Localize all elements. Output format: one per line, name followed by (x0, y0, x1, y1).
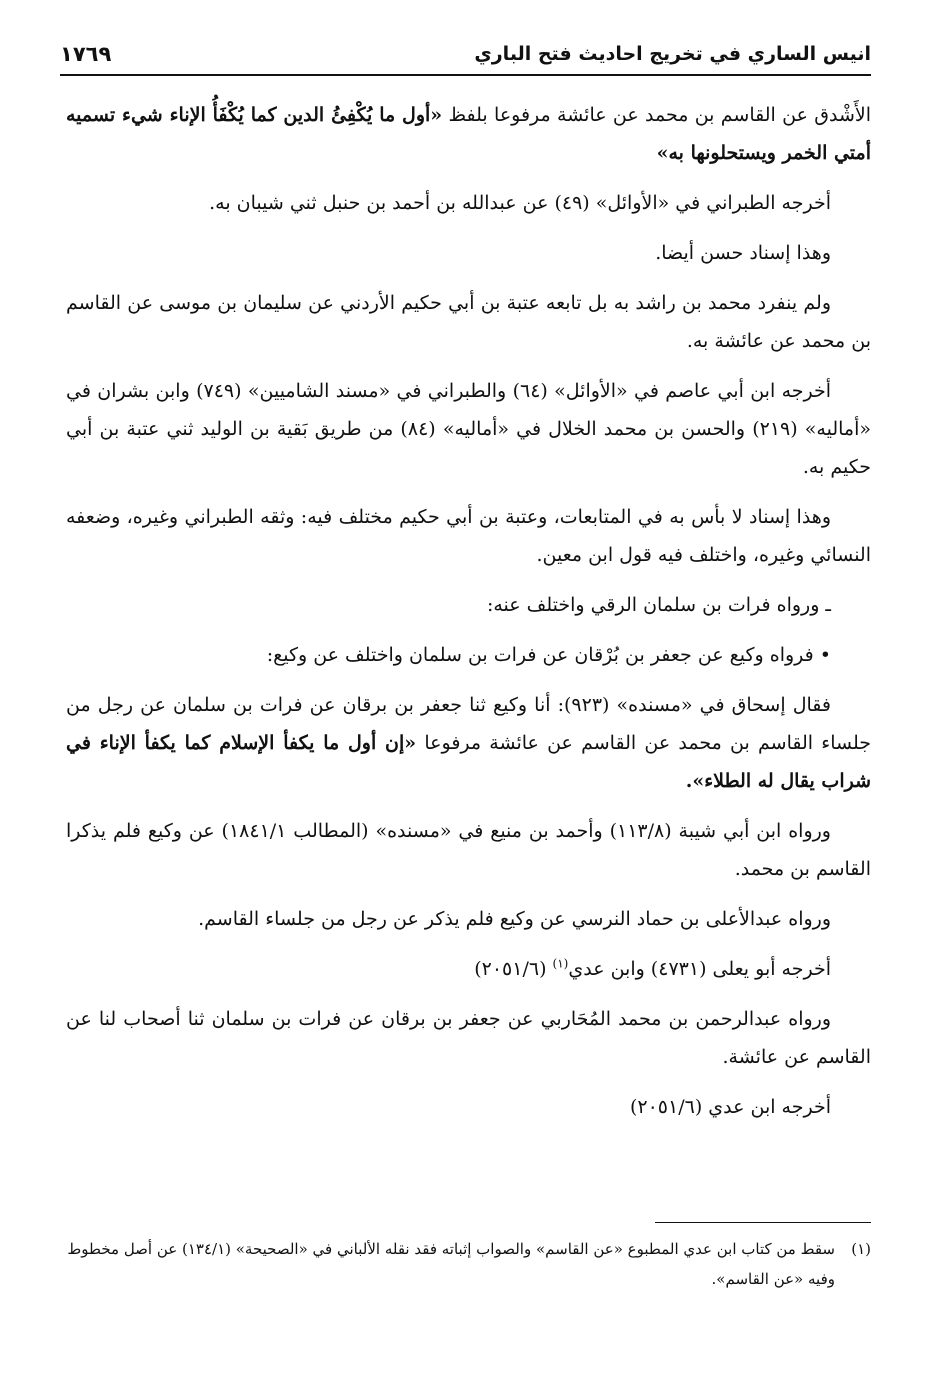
paragraph-5: أخرجه ابن أبي عاصم في «الأوائل» (٦٤) والطبراني في «مسند الشاميين» (٧٤٩) وابن بشران في «أماليه» (٢١٩) والحسن بن محمد الخلال في «أماليه» (٨٤) من طريق بَقية بن الوليد ثني عتبة بن أبي حكيم به. (66, 380, 872, 478)
paragraph-9 (66, 686, 871, 800)
paragraph-12 (66, 950, 871, 988)
footnotes (66, 1234, 871, 1294)
paragraph-10: ورواه ابن أبي شيبة (١١٣/٨) وأحمد بن منيع في «مسنده» (المطالب ١٨٤١/١) عن وكيع فلم يذكرا القاسم بن محمد. (66, 820, 871, 880)
running-header (60, 36, 871, 76)
paragraph-12-text: أخرجه أبو يعلى (٤٧٣١) وابن عدي (568, 958, 831, 980)
paragraph-11: ورواه عبدالأعلى بن حماد النرسي عن وكيع فلم يذكر عن رجل من جلساء القاسم. (198, 908, 831, 930)
hadith-quote-1: «أول ما يُكْفِئُ الدين كما يُكْفَأُ الإناء شيء تسميه أمتي الخمر ويستحلونها به» (66, 104, 871, 164)
paragraph-12-text-end: (٢٠٥١/٦) (474, 958, 553, 980)
main-text (66, 96, 871, 1138)
paragraph-14: أخرجه ابن عدي (٢٠٥١/٦) (629, 1096, 831, 1118)
hadith-quote-2: «إن أول ما يكفأ الإسلام كما يكفأ الإناء في شراب يقال له الطلاء». (66, 732, 871, 792)
paragraph-1 (66, 96, 871, 172)
paragraph-3: وهذا إسناد حسن أيضا. (655, 242, 831, 264)
footnote-marker: (١) (851, 1240, 871, 1258)
paragraph-13: ورواه عبدالرحمن بن محمد المُحَاربي عن جعفر بن برقان عن فرات بن سلمان ثنا أصحاب لنا عن القاسم عن عائشة. (66, 1008, 871, 1068)
page-number: ١٧٦٩ (60, 42, 112, 66)
paragraph-2: أخرجه الطبراني في «الأوائل» (٤٩) عن عبدالله بن أحمد بن حنبل ثني شيبان به. (209, 192, 831, 214)
running-title: انيس الساري في تخريج احاديث فتح الباري (474, 43, 871, 65)
paragraph-4: ولم ينفرد محمد بن راشد به بل تابعه عتبة بن أبي حكيم الأردني عن سليمان بن موسى عن القاسم بن محمد عن عائشة به. (66, 292, 871, 352)
footnote-separator (655, 1222, 871, 1223)
paragraph-1-text: الأَشْدق عن القاسم بن محمد عن عائشة مرفوعا بلفظ (442, 104, 871, 126)
paragraph-6: وهذا إسناد لا بأس به في المتابعات، وعتبة بن أبي حكيم مختلف فيه: وثقه الطبراني وغيره، وضعفه النسائي وغيره، واختلف فيه قول ابن معين. (66, 506, 871, 566)
paragraph-8: • فرواه وكيع عن جعفر بن بُرْقان عن فرات بن سلمان واختلف عن وكيع: (266, 644, 831, 666)
footnote-text: سقط من كتاب ابن عدي المطبوع «عن القاسم» والصواب إثباته فقد نقله الألباني في «الصحيحة» (١٣٤/١) عن أصل مخطوط وفيه «عن القاسم». (67, 1240, 835, 1288)
footnote-1 (66, 1234, 871, 1294)
paragraph-9-text: فقال إسحاق في «مسنده» (٩٢٣): أنا وكيع ثنا جعفر بن برقان عن فرات بن سلمان عن رجل من جلساء القاسم بن محمد عن القاسم عن عائشة مرفوعا (66, 694, 871, 754)
footnote-reference[interactable]: (١) (552, 956, 569, 971)
paragraph-7: ـ ورواه فرات بن سلمان الرقي واختلف عنه: (486, 594, 831, 616)
